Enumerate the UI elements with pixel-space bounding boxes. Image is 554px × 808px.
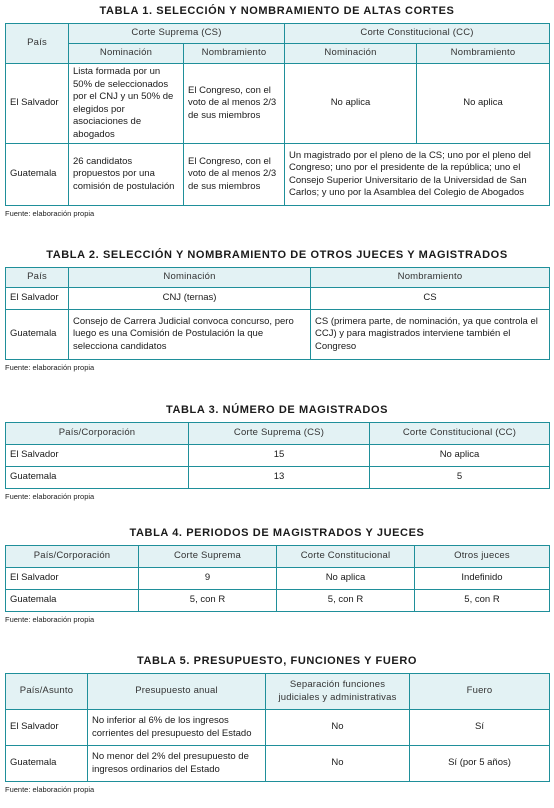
header-corte-suprema: Corte Suprema (CS) (69, 24, 285, 44)
table-1 (5, 23, 550, 206)
cell-separacion: No (266, 746, 410, 782)
source-note: Fuente: elaboración propia (5, 785, 95, 794)
header-corte-suprema: Corte Suprema (139, 546, 277, 568)
table-row (6, 288, 550, 310)
table-2-section (5, 248, 549, 373)
cell-nominacion: Consejo de Carrera Judicial convoca concurso, pero luego es una Comisión de Postulación la que selecciona candidatos (69, 310, 311, 360)
table-row (6, 467, 550, 489)
header-nominacion: Nominación (69, 268, 311, 288)
table-5 (5, 673, 550, 782)
header-separacion: Separación funciones judiciales y administrativas (266, 674, 410, 710)
header-pais-asunto: País/Asunto (6, 674, 88, 710)
cell-separacion: No (266, 710, 410, 746)
header-nombramiento: Nombramiento (311, 268, 550, 288)
cell-cc-nombramiento: No aplica (417, 64, 550, 144)
cell-cs: 13 (189, 467, 370, 489)
cell-cs-nominacion: 26 candidatos propuestos por una comisión de postulación (69, 144, 184, 206)
cell-nombramiento: CS (primera parte, de nominación, ya que controla el CCJ) y para magistrados interviene también el Congreso (311, 310, 550, 360)
cell-pais: El Salvador (6, 568, 139, 590)
cell-pais: El Salvador (6, 710, 88, 746)
table-row (6, 310, 550, 360)
table-4 (5, 545, 550, 612)
table-4-section (5, 526, 549, 625)
cell-cs: 9 (139, 568, 277, 590)
cell-otros: Indefinido (415, 568, 550, 590)
cell-fuero: Sí (por 5 años) (410, 746, 550, 782)
table-5-title: TABLA 5. PRESUPUESTO, FUNCIONES Y FUERO (136, 655, 418, 667)
source-note: Fuente: elaboración propia (5, 492, 95, 501)
table-2-title: TABLA 2. SELECCIÓN Y NOMBRAMIENTO DE OTROS JUECES Y MAGISTRADOS (46, 249, 508, 261)
cell-pais: El Salvador (6, 64, 69, 144)
cell-cs-nombramiento: El Congreso, con el voto de al menos 2/3 de sus miembros (184, 144, 285, 206)
header-otros-jueces: Otros jueces (415, 546, 550, 568)
cell-fuero: Sí (410, 710, 550, 746)
header-cc-nombramiento: Nombramiento (417, 44, 550, 64)
cell-cc-nominacion: No aplica (285, 64, 417, 144)
cell-cs: 15 (189, 445, 370, 467)
table-2 (5, 267, 550, 360)
cell-pais: El Salvador (6, 288, 69, 310)
header-cs-nombramiento: Nombramiento (184, 44, 285, 64)
table-row (6, 445, 550, 467)
table-1-title: TABLA 1. SELECCIÓN Y NOMBRAMIENTO DE ALTAS CORTES (99, 5, 455, 17)
cell-presupuesto: No menor del 2% del presupuesto de ingresos ordinarios del Estado (88, 746, 266, 782)
cell-otros: 5, con R (415, 590, 550, 612)
header-fuero: Fuero (410, 674, 550, 710)
header-presupuesto: Presupuesto anual (88, 674, 266, 710)
header-pais-corporacion: País/Corporación (6, 423, 189, 445)
header-pais: País (6, 24, 69, 64)
source-note: Fuente: elaboración propia (5, 363, 95, 372)
cell-nominacion: CNJ (ternas) (69, 288, 311, 310)
cell-pais: Guatemala (6, 590, 139, 612)
table-4-title: TABLA 4. PERIODOS DE MAGISTRADOS Y JUECES (129, 527, 425, 539)
header-corte-suprema: Corte Suprema (CS) (189, 423, 370, 445)
header-corte-constitucional: Corte Constitucional (CC) (285, 24, 550, 44)
table-3-section (5, 403, 549, 502)
table-row (6, 568, 550, 590)
cell-cs-nombramiento: El Congreso, con el voto de al menos 2/3 de sus miembros (184, 64, 285, 144)
table-row (6, 590, 550, 612)
cell-cs: 5, con R (139, 590, 277, 612)
header-cc-nominacion: Nominación (285, 44, 417, 64)
header-cs-nominacion: Nominación (69, 44, 184, 64)
table-row (6, 144, 550, 206)
cell-cc-detalle: Un magistrado por el pleno de la CS; uno por el pleno del Congreso; uno por el presidente de la república; uno el Consejo Superior Universitario de la Universidad de San Carlos; y uno por la Asamblea del Colegio de Abogados (285, 144, 550, 206)
source-note: Fuente: elaboración propia (5, 615, 95, 624)
cell-cc: 5 (370, 467, 550, 489)
cell-cc: No aplica (277, 568, 415, 590)
cell-cs-nominacion: Lista formada por un 50% de seleccionados por el CNJ y un 50% de elegidos por asociaciones de abogados (69, 64, 184, 144)
table-1-section (5, 4, 549, 219)
header-corte-constitucional: Corte Constitucional (277, 546, 415, 568)
header-pais-corporacion: País/Corporación (6, 546, 139, 568)
cell-presupuesto: No inferior al 6% de los ingresos corrientes del presupuesto del Estado (88, 710, 266, 746)
cell-pais: El Salvador (6, 445, 189, 467)
table-row (6, 746, 550, 782)
cell-pais: Guatemala (6, 310, 69, 360)
table-row (6, 710, 550, 746)
cell-pais: Guatemala (6, 467, 189, 489)
header-pais: País (6, 268, 69, 288)
header-corte-constitucional: Corte Constitucional (CC) (370, 423, 550, 445)
source-note: Fuente: elaboración propia (5, 209, 95, 218)
cell-nombramiento: CS (311, 288, 550, 310)
table-3-title: TABLA 3. NÚMERO DE MAGISTRADOS (165, 404, 389, 416)
table-row (6, 64, 550, 144)
cell-cc: 5, con R (277, 590, 415, 612)
table-3 (5, 422, 550, 489)
cell-cc: No aplica (370, 445, 550, 467)
cell-pais: Guatemala (6, 144, 69, 206)
cell-pais: Guatemala (6, 746, 88, 782)
table-5-section (5, 654, 549, 795)
